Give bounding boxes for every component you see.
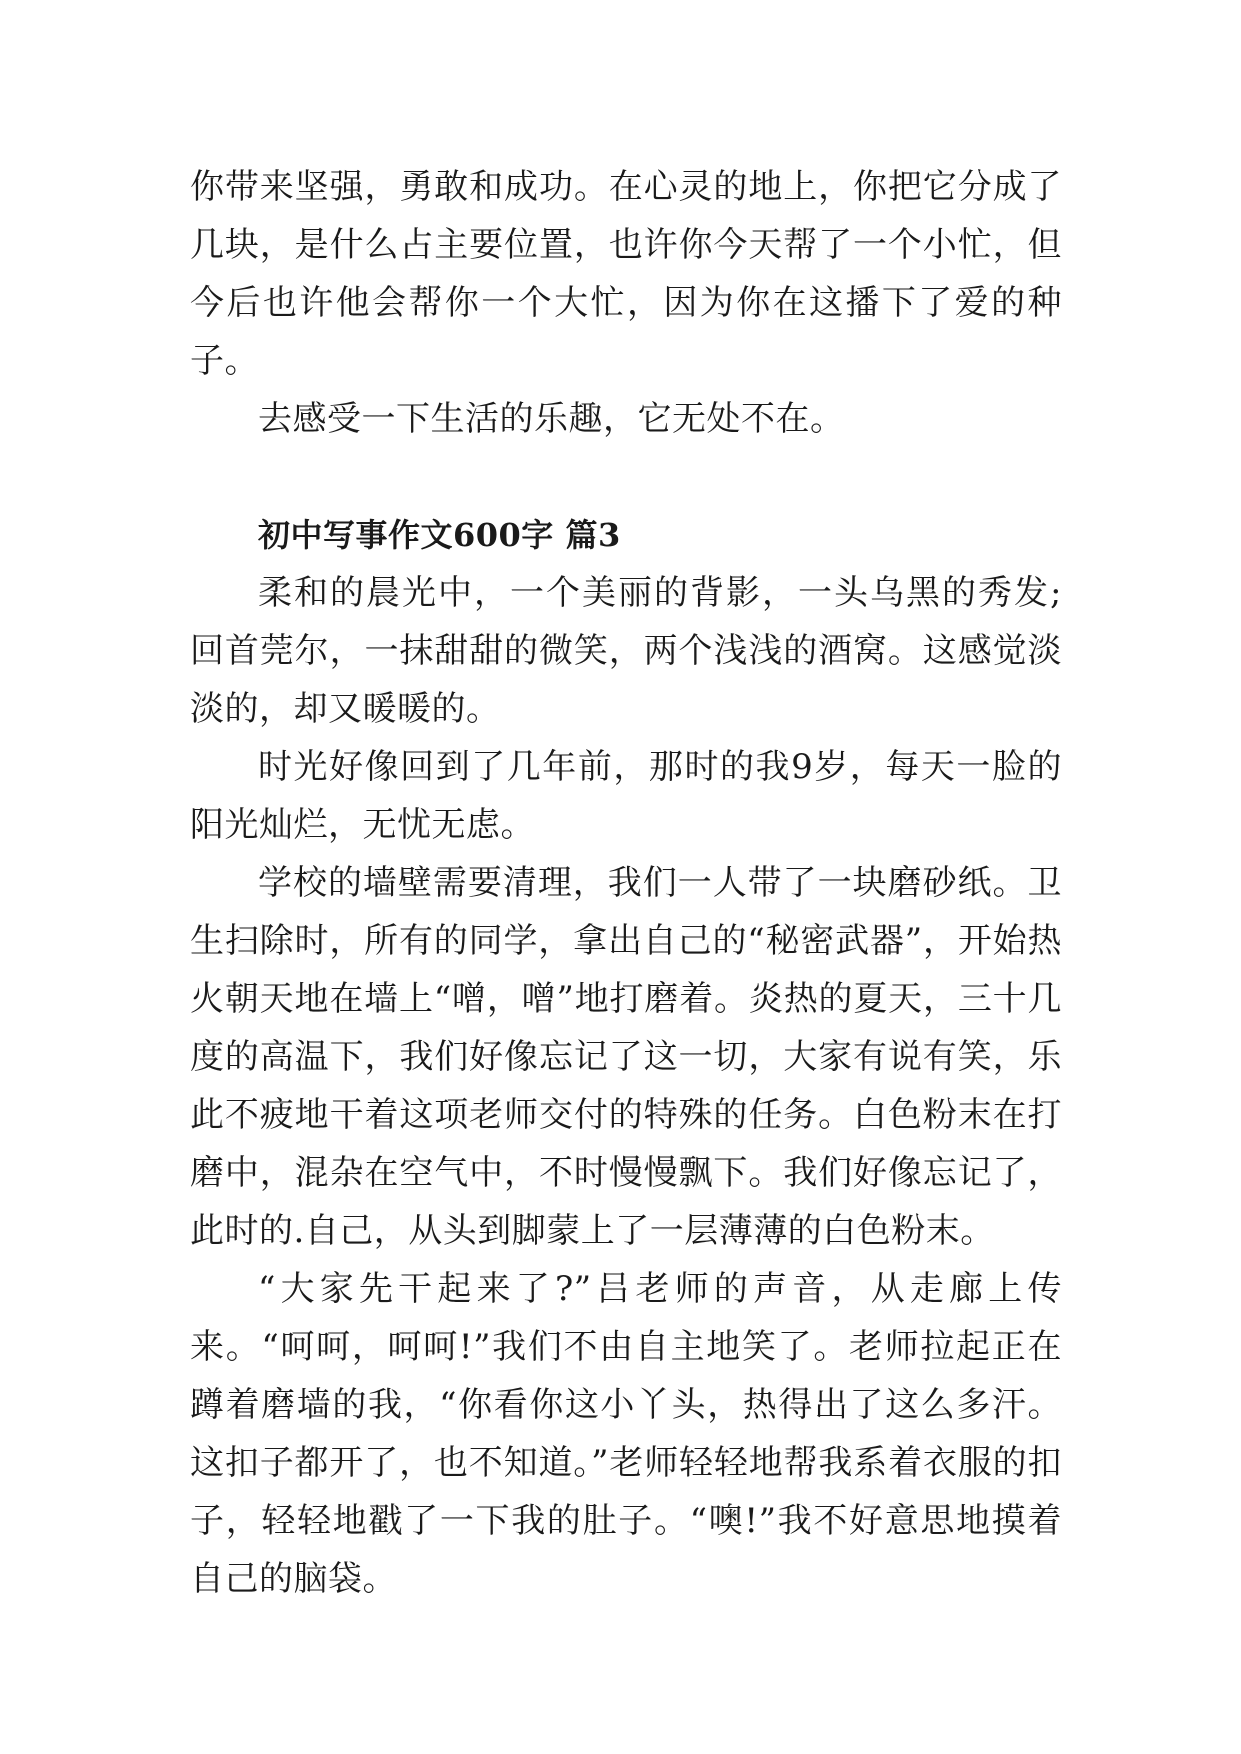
paragraph-continued: 你带来坚强，勇敢和成功。在心灵的地上，你把它分成了几块，是什么占主要位置，也许你今天帮了一个小忙，但今后也许他会帮你一个大忙，因为你在这播下了爱的种子。 bbox=[190, 167, 1062, 381]
paragraph: 时光好像回到了几年前，那时的我9岁，每天一脸的阳光灿烂，无忧无虑。 bbox=[190, 747, 1062, 845]
paragraph: 柔和的晨光中，一个美丽的背影，一头乌黑的秀发;回首莞尔，一抹甜甜的微笑，两个浅浅的酒窝。这感觉淡淡的，却又暖暖的。 bbox=[190, 573, 1062, 729]
paragraph: “大家先干起来了?”吕老师的声音，从走廊上传来。“呵呵，呵呵!”我们不由自主地笑了。老师拉起正在蹲着磨墙的我，“你看你这小丫头，热得出了这么多汗。这扣子都开了，也不知道。”老师轻轻地帮我系着衣服的扣子，轻轻地戳了一下我的肚子。“噢!”我不好意思地摸着自己的脑袋。 bbox=[190, 1269, 1062, 1599]
section-heading: 初中写事作文600字 篇3 bbox=[258, 516, 621, 554]
paragraph: 去感受一下生活的乐趣，它无处不在。 bbox=[258, 399, 845, 439]
document-body bbox=[190, 158, 1062, 1608]
paragraph: 学校的墙壁需要清理，我们一人带了一块磨砂纸。卫生扫除时，所有的同学，拿出自己的“秘密武器”，开始热火朝天地在墙上“噌，噌”地打磨着。炎热的夏天，三十几度的高温下，我们好像忘记了这一切，大家有说有笑，乐此不疲地干着这项老师交付的特殊的任务。白色粉末在打磨中，混杂在空气中，不时慢慢飘下。我们好像忘记了，此时的.自己，从头到脚蒙上了一层薄薄的白色粉末。 bbox=[190, 863, 1062, 1251]
